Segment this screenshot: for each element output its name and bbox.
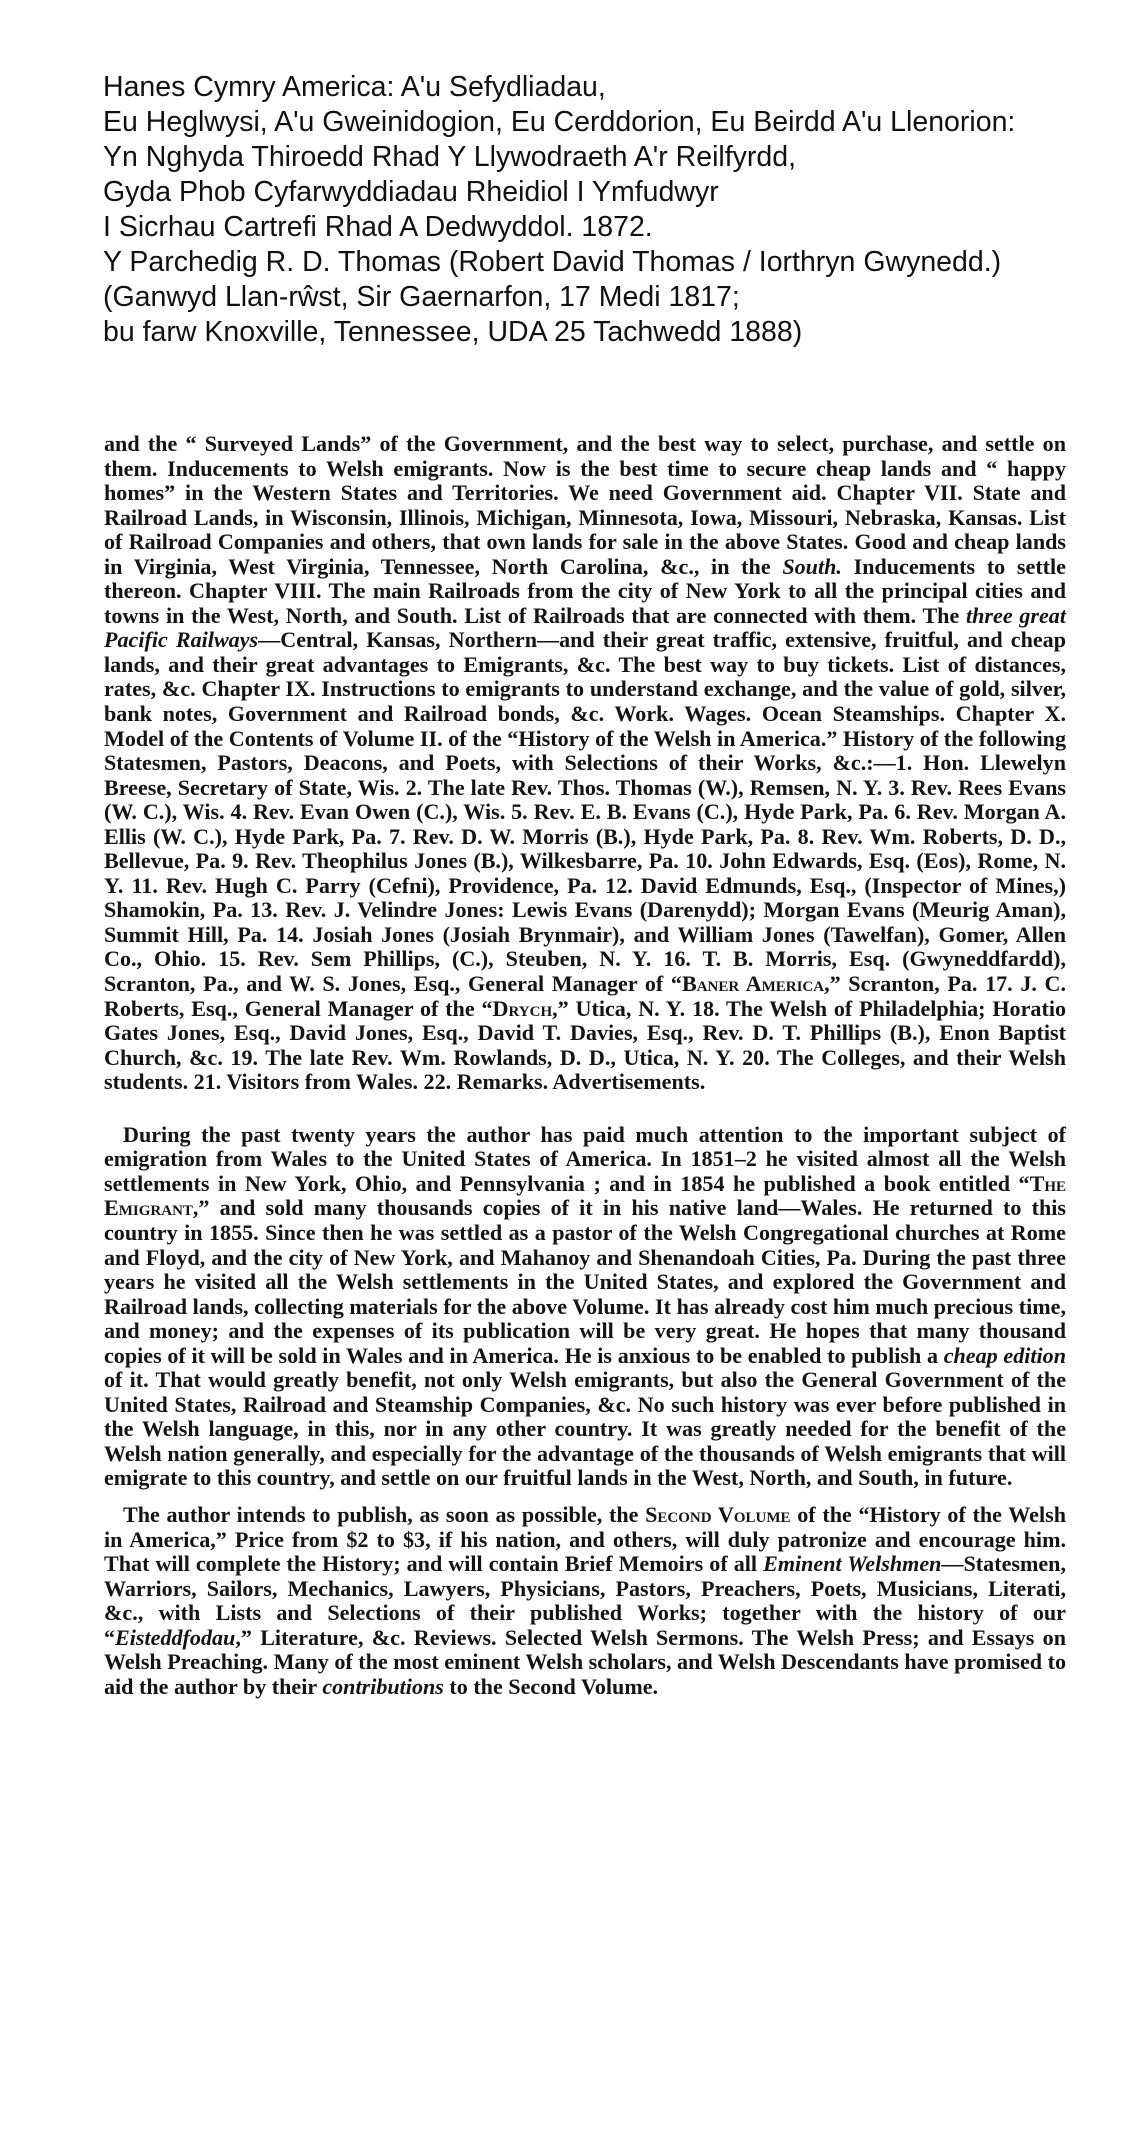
emphasis-south: South. (782, 553, 842, 579)
header-line-5: I Sicrhau Cartrefi Rhad A Dedwyddol. 1872. (103, 211, 653, 243)
contents-paragraph (104, 432, 1066, 1095)
text-run: of it. That would greatly benefit, not only Welsh emigrants, but also the General Government of the United States, Railroad and Steamship Companies, &c. No such history was ever before published in the Welsh language, in this, nor in any other country. It was greatly needed for the benefit of the Welsh nation generally, and especially for the advantage of the thousands of Welsh emigrants that will emigrate to this country, and settle on our fruitful lands in the West, North, and South, in future. (104, 1367, 1066, 1491)
text-run: —Statesmen, Warriors, Sailors, Mechanics, Lawyers, Physicians, Pastors, Preachers, Poets, Musicians, Literati, &c., with Lists and Selections of their published Works; together with the history of our “ (104, 1551, 1066, 1650)
second-volume-paragraph (104, 1503, 1066, 1699)
header-line-1: Hanes Cymry America: A'u Sefydliadau, (103, 71, 606, 103)
emphasis-contributions: contributions (322, 1673, 444, 1699)
small-caps-baner-america: Baner America (681, 971, 825, 997)
header-line-3: Yn Nghyda Thiroedd Rhad Y Llywodraeth A'r Reilfyrdd, (103, 141, 797, 173)
text-run: Inducements to settle thereon. Chapter VIII. The main Railroads from the city of New York to all the principal cities and towns in the West, North, and South. List of Railroads that are connected with them. The (104, 553, 1066, 628)
text-run: ,” and sold many thousands copies of it in his native land—Wales. He returned to this country in 1855. Since then he was settled as a pastor of the Welsh Congregational churches at Rome and Floyd, and the city of New York, and Mahanoy and Shenandoah Cities, Pa. During the past three years he visited all the Welsh settlements in the United States, and explored the Government and Railroad lands, collecting materials for the above Volume. It has already cost him much precious time, and money; and the expenses of its publication will be very great. He hopes that many thousand copies of it will be sold in Wales and in America. He is anxious to be enabled to publish a (104, 1195, 1066, 1368)
small-caps-the-emigrant: The Emigrant (104, 1170, 1066, 1221)
header-line-6: Y Parchedig R. D. Thomas (Robert David Thomas / Iorthryn Gwynedd.) (103, 246, 1002, 278)
header-line-8: bu farw Knoxville, Tennessee, UDA 25 Tachwedd 1888) (103, 316, 803, 348)
page-header (103, 70, 1133, 350)
author-paragraph (104, 1123, 1066, 1491)
small-caps-drych: Drych (492, 995, 553, 1021)
text-run: ,” Literature, &c. Reviews. Selected Welsh Sermons. The Welsh Press; and Essays on Welsh Preaching. Many of the most eminent Welsh scholars, and Welsh Descendants have promised to aid the author by their (104, 1624, 1066, 1699)
scanned-page-text (104, 432, 1066, 1699)
text-run: to the Second Volume. (443, 1673, 659, 1699)
text-run: of the “History of the Welsh in America,” Price from $2 to $3, if his nation, and others, will duly patronize and encourage him. That will complete the History; and will contain Brief Memoirs of all (104, 1501, 1066, 1577)
emphasis-pacific-railways: three great Pacific Railways (104, 602, 1066, 653)
small-caps-second-volume: Second Volume (645, 1501, 791, 1527)
text-run: The author intends to publish, as soon as possible, the (123, 1501, 646, 1527)
text-run: —Central, Kansas, Northern—and their great traffic, extensive, fruitful, and cheap lands, and their great advantages to Emigrants, &c. The best way to buy tickets. List of distances, rates, &c. Chapter IX. Instructions to emigrants to understand exchange, and the value of gold, silver, bank notes, Government and Railroad bonds, &c. Work. Wages. Ocean Steamships. Chapter X. Model of the Contents of Volume II. of the “History of the Welsh in America.” History of the following Statesmen, Pastors, Deacons, and Poets, with Selections of their Works, &c.:—1. Hon. Llewelyn Breese, Secretary of State, Wis. 2. The late Rev. Thos. Thomas (W.), Remsen, N. Y. 3. Rev. Rees Evans (W. C.), Wis. 4. Rev. Evan Owen (C.), Wis. 5. Rev. E. B. Evans (C.), Hyde Park, Pa. 6. Rev. Morgan A. Ellis (W. C.), Hyde Park, Pa. 7. Rev. D. W. Morris (B.), Hyde Park, Pa. 8. Rev. Wm. Roberts, D. D., Bellevue, Pa. 9. Rev. Theophilus Jones (B.), Wilkesbarre, Pa. 10. John Edwards, Esq. (Eos), Rome, N. Y. 11. Rev. Hugh C. Parry (Cefni), Providence, Pa. 12. David Edmunds, Esq., (Inspector of Mines,) Shamokin, Pa. 13. Rev. J. Velindre Jones: Lewis Evans (Darenydd); Morgan Evans (Meurig Aman), Summit Hill, Pa. 14. Josiah Jones (Josiah Brynmair), and William Jones (Tawelfan), Gomer, Allen Co., Ohio. 15. Rev. Sem Phillips, (C.), Steuben, N. Y. 16. T. B. Morris, Esq. (Gwyneddfardd), Scranton, Pa., and W. S. Jones, Esq., General Manager of “ (104, 627, 1066, 997)
text-run: ,” Utica, N. Y. 18. The Welsh of Philadelphia; Horatio Gates Jones, Esq., David Jones, Esq., David T. Davies, Esq., Rev. D. T. Phillips (B.), Enon Baptist Church, &c. 19. The late Rev. Wm. Rowlands, D. D., Utica, N. Y. 20. The Colleges, and their Welsh students. 21. Visitors from Wales. 22. Remarks. Advertisements. (104, 995, 1067, 1095)
header-line-4: Gyda Phob Cyfarwyddiadau Rheidiol I Ymfudwyr (103, 176, 719, 208)
header-line-7: (Ganwyd Llan-rŵst, Sir Gaernarfon, 17 Medi 1817; (103, 281, 740, 313)
emphasis-eminent-welshmen: Eminent Welshmen (763, 1551, 942, 1577)
emphasis-cheap-edition: cheap edition (943, 1342, 1066, 1368)
header-line-2: Eu Heglwysi, A'u Gweinidogion, Eu Cerddorion, Eu Beirdd A'u Llenorion: (103, 106, 1016, 138)
emphasis-eisteddfodau: Eisteddfodau (115, 1624, 236, 1650)
text-run: ,” Scranton, Pa. 17. J. C. Roberts, Esq., General Manager of the “ (104, 971, 1067, 1021)
text-run: During the past twenty years the author has paid much attention to the important subject of emigration from Wales to the United States of America. In 1851–2 he visited almost all the Welsh settlements in New York, Ohio, and Pennsylvania ; and in 1854 he published a book entitled “ (104, 1121, 1066, 1196)
text-run: and the “ Surveyed Lands” of the Government, and the best way to select, purchase, and settle on them. Inducements to Welsh emigrants. Now is the best time to secure cheap lands and “ happy homes” in the Western States and Territories. We need Government aid. Chapter VII. State and Railroad Lands, in Wisconsin, Illinois, Michigan, Minnesota, Iowa, Missouri, Nebraska, Kansas. List of Railroad Companies and others, that own lands for sale in the above States. Good and cheap lands in Virginia, West Virginia, Tennessee, North Carolina, &c., in the (104, 431, 1066, 579)
